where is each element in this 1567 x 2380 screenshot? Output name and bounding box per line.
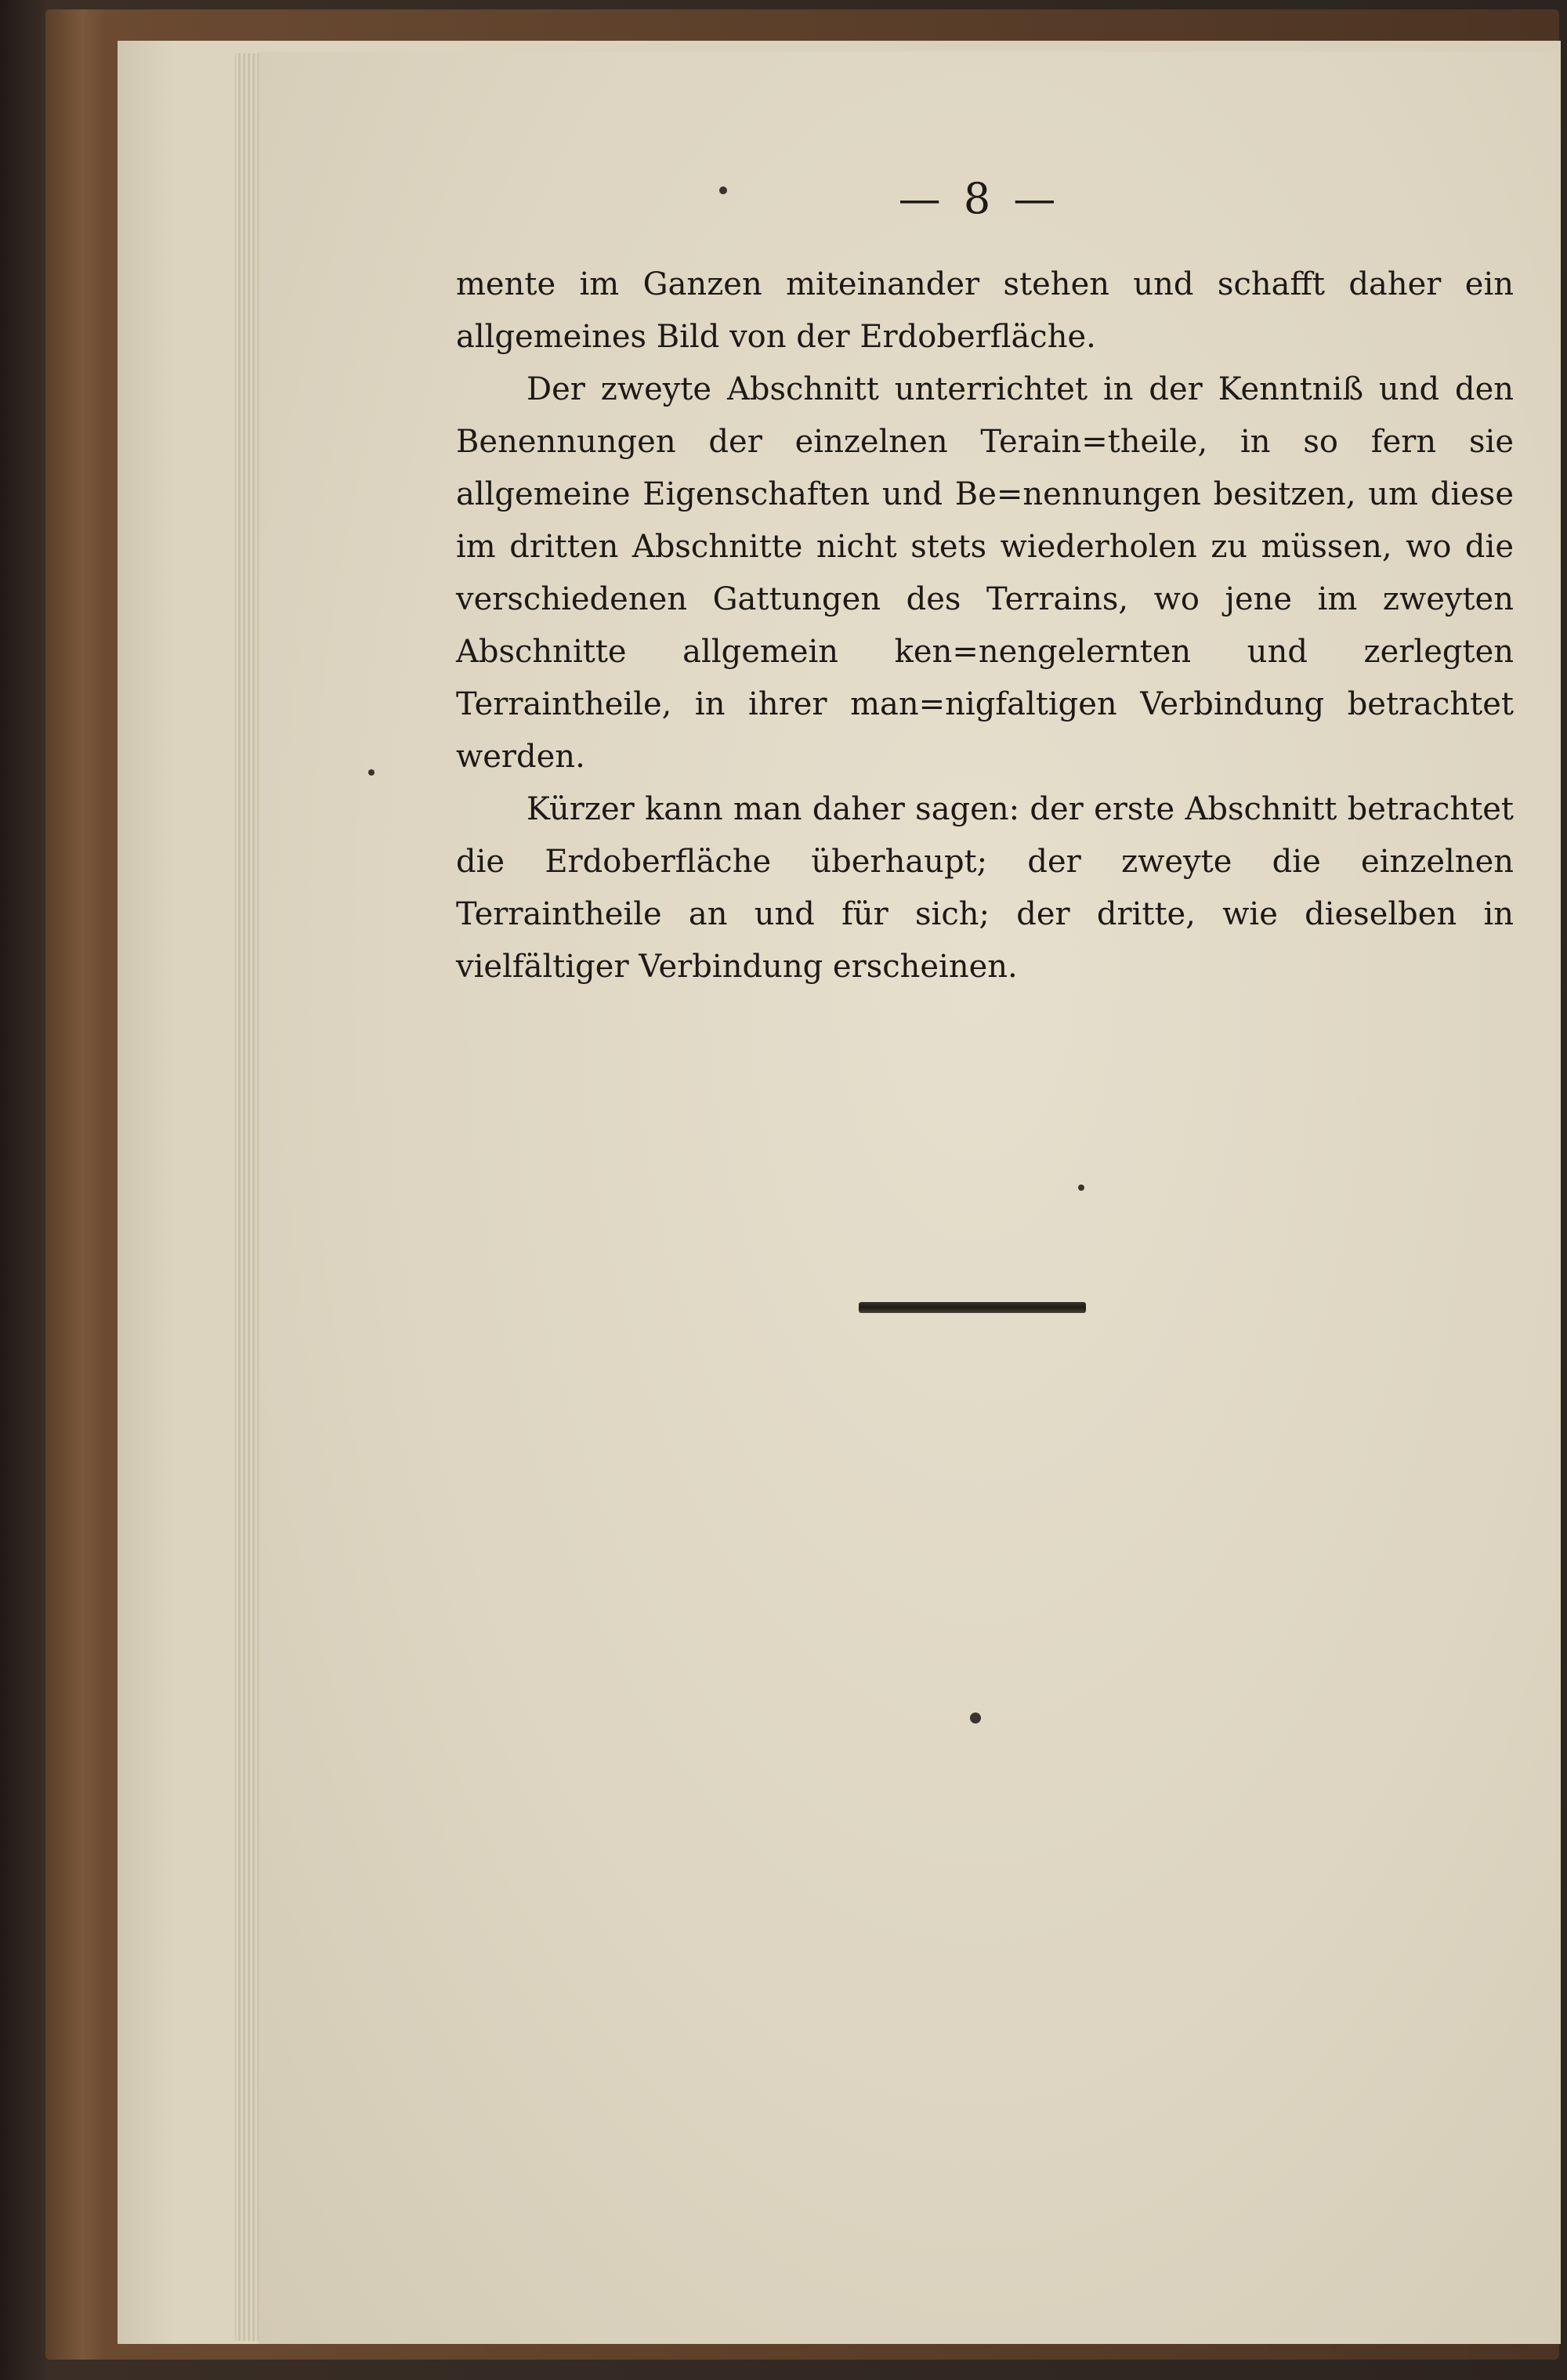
paper-speck: [1078, 1185, 1084, 1191]
page-number: — 8 —: [898, 174, 1061, 223]
page-edge: [235, 53, 259, 2341]
paragraph-2: Der zweyte Abschnitt unterrichtet in der Kenntniß und den Benennungen der einzelnen Terain=theile, in so fern sie allgemeine Eigenschaften und Be=nennungen besitzen, um diese im dritten Abschnitte nicht stets wiederholen zu müssen, wo die verschiedenen Gattungen des Terrains, wo jene im zweyten Abschnitte allgemein ken=nengelernten und zerlegten Terraintheile, in ihrer man=nigfaltigen Verbindung betrachtet werden.: [456, 371, 1514, 775]
paragraph-3: Kürzer kann man daher sagen: der erste Abschnitt betrachtet die Erdoberfläche überhaupt; der zweyte die einzelnen Terraintheile an und für sich; der dritte, wie dieselben in vielfältiger Verbindung erscheinen.: [456, 791, 1514, 985]
paper-speck: [719, 186, 727, 194]
section-rule: [859, 1302, 1086, 1313]
paper-speck: [368, 769, 375, 776]
body-text: [456, 259, 1514, 993]
paper-speck: [970, 1713, 981, 1724]
paragraph-1: mente im Ganzen miteinander stehen und schafft daher ein allgemeines Bild von der Erdoberfläche.: [456, 266, 1514, 355]
